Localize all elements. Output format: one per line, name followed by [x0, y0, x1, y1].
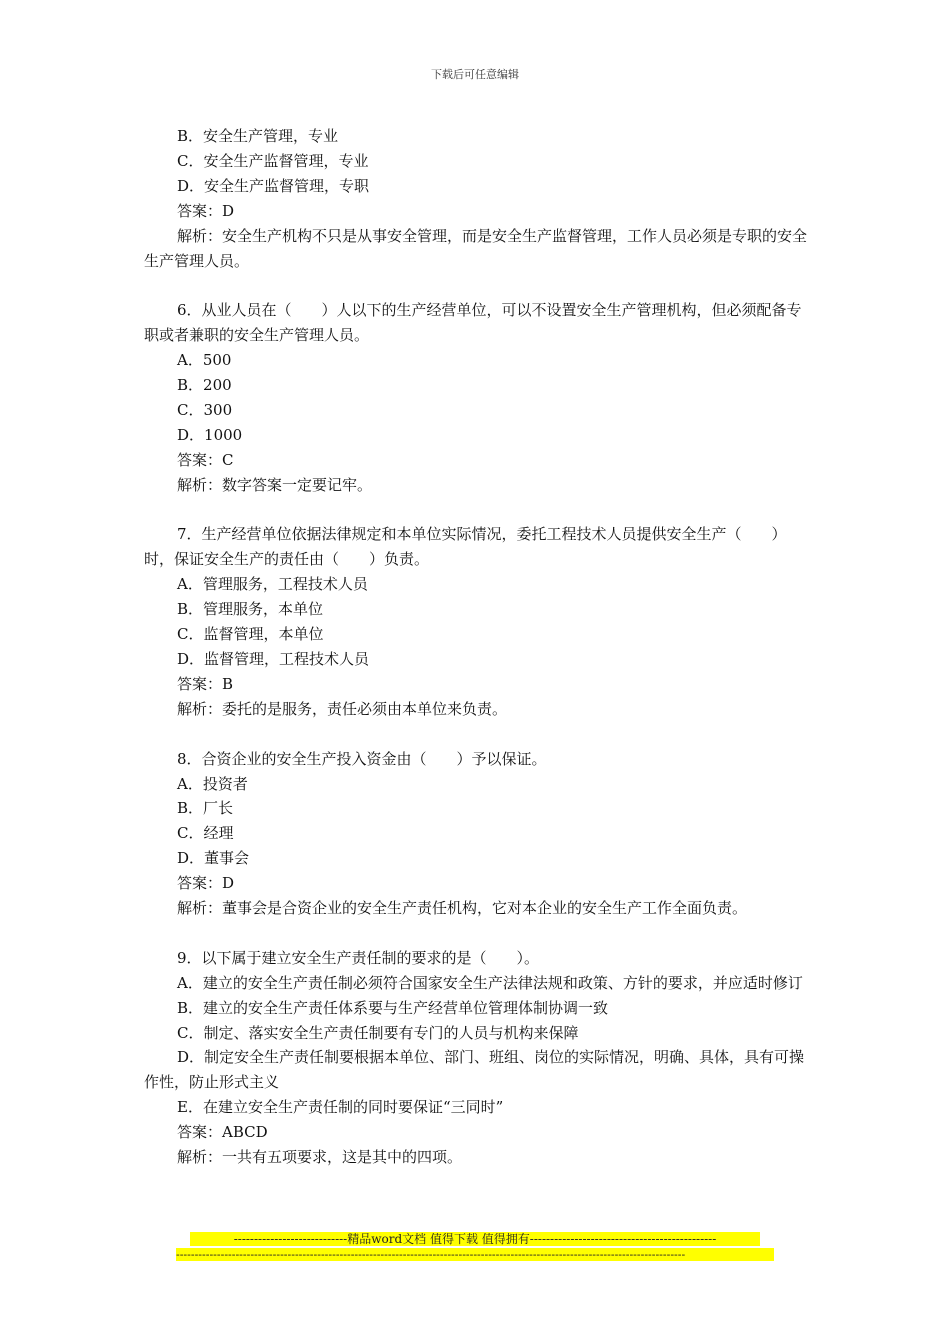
- q7-option-a: A．管理服务，工程技术人员: [177, 575, 368, 594]
- q7-option-b: B．管理服务，本单位: [177, 600, 324, 619]
- q7-option-c: C．监督管理，本单位: [177, 625, 324, 644]
- q7-option-d: D．监督管理，工程技术人员: [177, 650, 370, 668]
- q6-question: 6．从业人员在（ ）人以下的生产经营单位，可以不设置安全生产管理机构，但必须配备专职或者兼职的安全生产管理人员。: [144, 301, 802, 345]
- q7-answer: 答案：B: [177, 674, 234, 693]
- q9-option-c: C．制定、落实安全生产责任制要有专门的人员与机构来保障: [177, 1023, 579, 1042]
- q8-analysis: 解析：董事会是合资企业的安全生产责任机构，它对本企业的安全生产工作全面负责。: [177, 899, 748, 918]
- q7-analysis: 解析：委托的是服务，责任必须由本单位来负责。: [177, 699, 508, 718]
- q9-option-a: A．建立的安全生产责任制必须符合国家安全生产法律法规和政策、方针的要求，并应适时修订: [177, 973, 803, 992]
- q8-answer: 答案：D: [177, 874, 235, 893]
- q9-option-e: E．在建立安全生产责任制的同时要保证“三同时”: [177, 1098, 504, 1117]
- question-9: [144, 946, 808, 1170]
- q5-option-b: B．安全生产管理，专业: [177, 127, 339, 145]
- q8-option-b: B．厂长: [177, 799, 234, 818]
- q8-option-d: D．董事会: [177, 849, 250, 868]
- footer-dash-line: -----------------------------------------------------------------------------------------------------------------------------------------: [176, 1248, 774, 1261]
- q8-option-a: A．投资者: [177, 774, 248, 793]
- q6-option-b: B．200: [177, 376, 232, 395]
- q9-question: 9．以下属于建立安全生产责任制的要求的是（ ）。: [177, 948, 540, 967]
- q5-analysis: 解析：安全生产机构不只是从事安全管理，而是安全生产监督管理，工作人员必须是专职的安全生产管理人员。: [144, 226, 808, 270]
- q6-option-a: A．500: [177, 351, 232, 370]
- q8-option-c: C．经理: [177, 824, 234, 843]
- q9-option-d: D．制定安全生产责任制要根据本单位、部门、班组、岗位的实际情况，明确、具体，具有可操作性，防止形式主义: [144, 1048, 805, 1092]
- q6-analysis: 解析：数字答案一定要记牢。: [177, 475, 373, 494]
- q5-option-c: C．安全生产监督管理，专业: [177, 151, 369, 170]
- footer-watermark-line: ----------------------------精品word文档 值得下载 值得拥有----------------------------------------------: [190, 1232, 760, 1246]
- q7-question: 7．生产经营单位依据法律规定和本单位实际情况，委托工程技术人员提供安全生产（ ）时，保证安全生产的责任由（ ）负责。: [144, 525, 787, 569]
- q6-option-d: D．1000: [177, 425, 243, 444]
- question-8: [144, 747, 808, 921]
- q6-answer: 答案：C: [177, 450, 234, 469]
- q6-option-c: C．300: [177, 400, 233, 419]
- q5-answer: 答案：D: [177, 201, 235, 220]
- q9-analysis: 解析：一共有五项要求，这是其中的四项。: [177, 1148, 463, 1167]
- q9-answer: 答案：ABCD: [177, 1123, 268, 1142]
- q9-option-b: B．建立的安全生产责任体系要与生产经营单位管理体制协调一致: [177, 998, 609, 1017]
- q5-option-d: D．安全生产监督管理，专职: [177, 176, 370, 195]
- document-body: [144, 124, 808, 1170]
- question-6: [144, 298, 808, 497]
- question-7: [144, 522, 808, 721]
- q8-question: 8．合资企业的安全生产投入资金由（ ）予以保证。: [177, 749, 547, 768]
- page-header: 下载后可任意编辑: [431, 68, 519, 81]
